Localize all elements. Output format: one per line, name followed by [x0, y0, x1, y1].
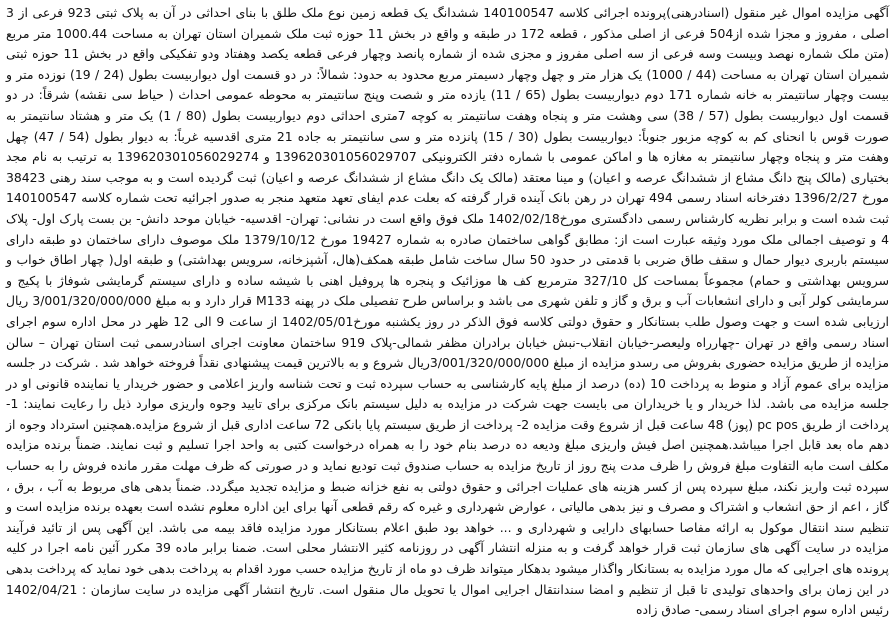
notice-body-text: آگهی مزایده اموال غیر منقول (اسنادرهنی)پرونده اجرائی کلاسه 140100547 ششدانگ یک قطعه زمین نوع ملک طلق با بنای احداثی در آن به پلاک ثبتی 923 فرعی از 3 اصلی ، مفروز و مجزا شده از504 فرعی از اصلی مذکور ، قطعه 172 در طبقه و واقع در بخش 11 حوزه ثبت ملک شمیران استان تهران به مساحت 1000.44 متر مربع (متن ملک شماره نهصد وبیست وسه فرعی از سه اصلی مفروز و مجزی شده از شماره پانصد وچهار فرعی قطعه یکصد وهفتاد ودو تفکیکی واقع در بخش 11 حوزه ثبتی شمیران استان تهران به مساحت (44 / 1000) یک هزار متر و چهل وچهار دسیمتر مربع محدود به حدود: شمالاً: در دو قسمت اول دیواربیست بطول (24 / 19) نوزده متر و بیست وچهار سانتیمتر به خانه شماره 171 دوم دیواربیست بطول (65 / 11) یازده متر و شصت وپنج سانتیمتر به محوطه عمومی احداث ( حیاط سی نقشه) شرقاً: در دو قسمت اول دیواربیست بطول (57 / 38) سی وهشت متر و پنجاه وهفت سانتیمتر به کوچه 7متری احداثی دوم دیواربیست بطول (80 / 1) یک متر و هشتاد سانتیمتر به صورت قوس با انحنای کم به کوچه مزبور جنوباً: دیواربیست بطول (30 / 15) پانزده متر و سی سانتیمتر به جاده 21 متری اقدسیه غرباً: به دیوار بطول (54 / 47) چهل وهفت متر و پنجاه وچهار سانتیمتر به مغازه ها و اماکن عمومی با شماره دفتر الکترونیکی 139620301056029707 و 139620301056029274 به ترتیب به نام مجد بختیاری (مالک پنج دانگ مشاع از ششدانگ عرصه و اعیان) و مینا معتقد (مالک یک دانگ مشاع از ششدانگ عرصه و اعیان) ثبت گردیده است و به موجب سند رهنی 38423 مورخ 1396/2/27 دفترخانه اسناد رسمی 494 تهران در رهن بانک آینده قرار گرفته که بعلت عدم ایفای تعهد متعهد منجر به صدور اجرائیه تحت شماره کلاسه 140100547 ثبت شده است و برابر نظریه کارشناس رسمی دادگستری مورخ1402/02/18 ملک فوق واقع است در نشانی: تهران- اقدسیه- خیابان موحد دانش- بن بست پارک اول- پلاک 4 و توصیف اجمالی ملک مورد وثیقه عبارت است از: مطابق گواهی ساختمان صادره به شماره 19427 مورخ 1379/10/12 ملک موصوف دارای ساختمان دو طبقه دارای سیستم باربری دیوار حمال و سقف طاق ضربی با قدمتی در حدود 50 سال ساخت شامل طبقه همکف(هال، آشپزخانه، سرویس بهداشتی) و طبقه اول( چهار اطاق خواب و سرویس بهداشتی و حمام) مجموعاً بمساحت کل 327/10 مترمربع کف ها موزائیک و پنجره ها پروفیل اهنی با شیشه ساده و دارای سیستم گرمایشی شوفاژ با پکیج و سرمایشی کولر آبی و دارای انشعابات آب و برق و گاز و تلفن شهری می باشد و براساس طرح تفصیلی ملک در پهنه M133 قرار دارد و به مبلغ 3/001/320/000/000 ریال ارزیابی شده است و جهت وصول طلب بستانکار و حقوق دولتی کلاسه فوق الذکر در روز یکشنبه مورخ1402/05/01 از ساعت 9 الی 12 ظهر در محل اداره سوم اجرای اسناد رسمی واقع در تهران -چهارراه ولیعصر-خیابان انقلاب-نبش خیابان برادران مظفر شمالی-پلاک 919 ساختمان معاونت اجرای اسنادرسمی ثبت استان تهران – سالن مزایده از طریق مزایده حضوری بفروش می رسدو مزایده از مبلغ 3/001/320/000/000ریال شروع و به بالاترین قیمت پیشنهادی نقداً فروخته خواهد شد . شرکت در جلسه مزایده برای عموم آزاد و منوط به پرداخت 10 (ده) درصد از مبلغ پایه کارشناسی به حساب سپرده ثبت و تحت شناسه واریز اعلامی و حضور خریدار یا نماینده قانونی او در جلسه مزایده می باشد. لذا خریدار و یا خریداران می بایست جهت شرکت در مزایده به دلیل سیستم بانک مرکزی برای تایید وجوه واریزی موارد ذیل را رعایت نمایند: 1- پرداخت از طریق pc pos (پوز) 48 ساعت قبل از شروع وقت مزایده 2- پرداخت از طریق سیستم پایا بانکی 72 ساعت اداری قبل از شروع مزایده.همچنین استرداد وجوه از دهم ماه بعد قابل اجرا میباشد.همچنین اصل فیش واریزی مبلغ ودیعه ده درصد بنام خود را به همراه درخواست کتبی به واحد اجرا تسلیم و ثبت نمایند. ضمناً برنده مزایده مکلف است مابه التفاوت مبلغ فروش را ظرف مدت پنج روز از تاریخ مزایده به حساب صندوق ثبت تودیع نماید و در صورتی که ظرف مهلت مقرر مانده فروش را به حساب سپرده ثبت واریز نکند، مبلغ سپرده پس از کسر هزینه های عملیات اجرائی و حقوق دولتی به نفع خزانه ضبط و مزایده تجدید میگردد. ضمناً بدهی های مربوط به آب ، برق ، گاز ، اعم از حق انشعاب و اشتراک و مصرف و نیز بدهی مالیاتی ، عوارض شهرداری و غیره که رقم قطعی آنها برای این اداره معلوم نشده است بعهده برنده مزایده است و تنظیم سند انتقال موکول به ارائه مفاصا حسابهای دارایی و شهرداری و ... خواهد بود طبق اعلام بستانکار مورد مزایده فاقد بیمه می باشد. این آگهی پس از تائید فرآیند مزایده در سایت آگهی های سازمان ثبت قرار خواهد گرفت و به منزله انتشار آگهی در روزنامه کثیر الانتشار محلی است. ضمنا برابر ماده 39 مکرر آئین نامه اجرا در کلیه پرونده های اجرایی که مال مورد مزایده به بستانکار واگذار میشود بدهکار میتواند ظرف دو ماه از تاریخ مزایده حسب مورد اقدام به پرداخت بدهی خود نماید که پرداخت بدهی در این زمان برای واحدهای تولیدی تا قبل از تنظیم و امضا سندانتقال اجرایی اموال یا تحویل مال منقول است. تاریخ انتشار آگهی مزایده در سایت سازمان : 1402/04/21 رئیس اداره سوم اجرای اسناد رسمی- صادق زاده	[6, 5, 890, 618]
